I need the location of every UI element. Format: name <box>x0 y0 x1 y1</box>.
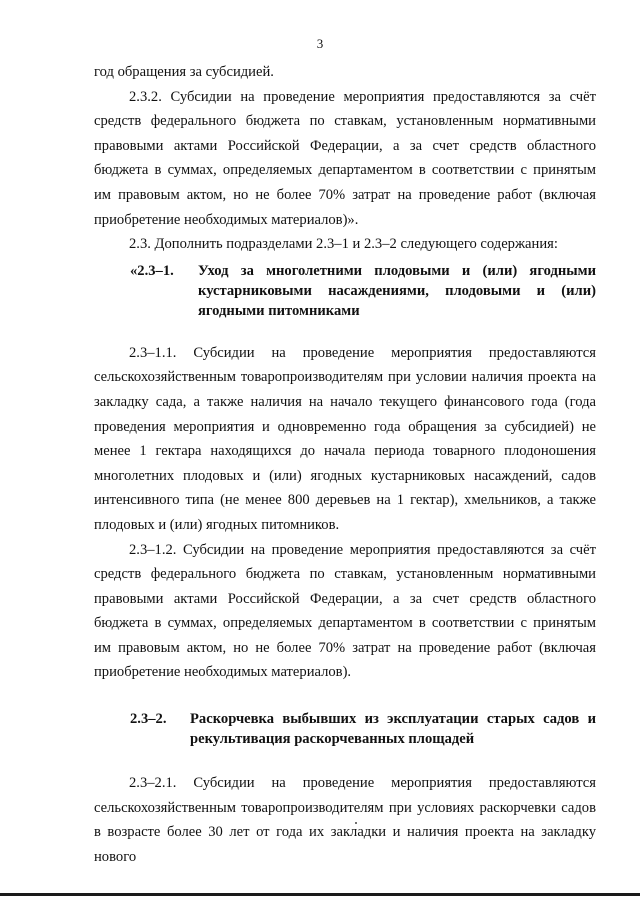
section-heading-2-3-1 <box>94 261 596 321</box>
paragraph-2-3-2-1: 2.3–2.1. Субсидии на проведение мероприятия предоставляются сельскохозяйственным товаропроизводителям при условиях раскорчевки садов в возрасте более 30 лет от года их закладки и наличия проекта на закладку нового <box>94 775 596 865</box>
paragraph-2-3: 2.3. Дополнить подразделами 2.3–1 и 2.3–2 следующего содержания: <box>129 236 558 253</box>
section-heading-2-3-2 <box>94 709 596 749</box>
paragraph-2-3-1-2: 2.3–1.2. Субсидии на проведение мероприятия предоставляются за счёт средств федерального бюджета по ставкам, установленным нормативными правовыми актами Российской Федерации, а за счет средств областного бюджета в суммах, определяемых департаментом в соответствии с принятым им правовым актом, но не более 70% затрат на проведение работ (включая приобретение необходимых материалов). <box>94 541 596 681</box>
document-body <box>94 60 596 869</box>
scan-speck <box>355 822 357 824</box>
section-number: «2.3–1. <box>130 262 174 279</box>
paragraph-2-3-2: 2.3.2. Субсидии на проведение мероприятия предоставляются за счёт средств федерального бюджета по ставкам, установленным нормативными правовыми актами Российской Федерации, а за счет средств областного бюджета в суммах, определяемых департаментом в соответствии с принятым им правовым актом, но не более 70% затрат на проведение работ (включая приобретение необходимых материалов)». <box>94 88 596 228</box>
scan-bottom-edge <box>0 893 640 896</box>
section-title: Раскорчевка выбывших из эксплуатации старых садов и рекультивация раскорчеванных площадей <box>190 711 596 748</box>
section-number: 2.3–2. <box>130 711 167 728</box>
section-title: Уход за многолетними плодовыми и (или) ягодными кустарниковыми насаждениями, плодовыми и (или) ягодными питомниками <box>198 262 596 319</box>
paragraph-2-3-1-1: 2.3–1.1. Субсидии на проведение мероприятия предоставляются сельскохозяйственным товаропроизводителям при условии наличия проекта на закладку сада, а также наличия на начало текущего финансового года (года проведения мероприятия и одновременно года обращения за субсидией) не менее 1 гектара находящихся до начала периода товарного плодоношения многолетних плодовых и (или) ягодных кустарниковых насаждений, садов интенсивного типа (не менее 800 деревьев на 1 гектар), хмельников, а также плодовых и (или) ягодных питомников. <box>94 344 596 533</box>
paragraph-continuation: год обращения за субсидией. <box>94 64 274 80</box>
page-number: 3 <box>316 36 324 51</box>
